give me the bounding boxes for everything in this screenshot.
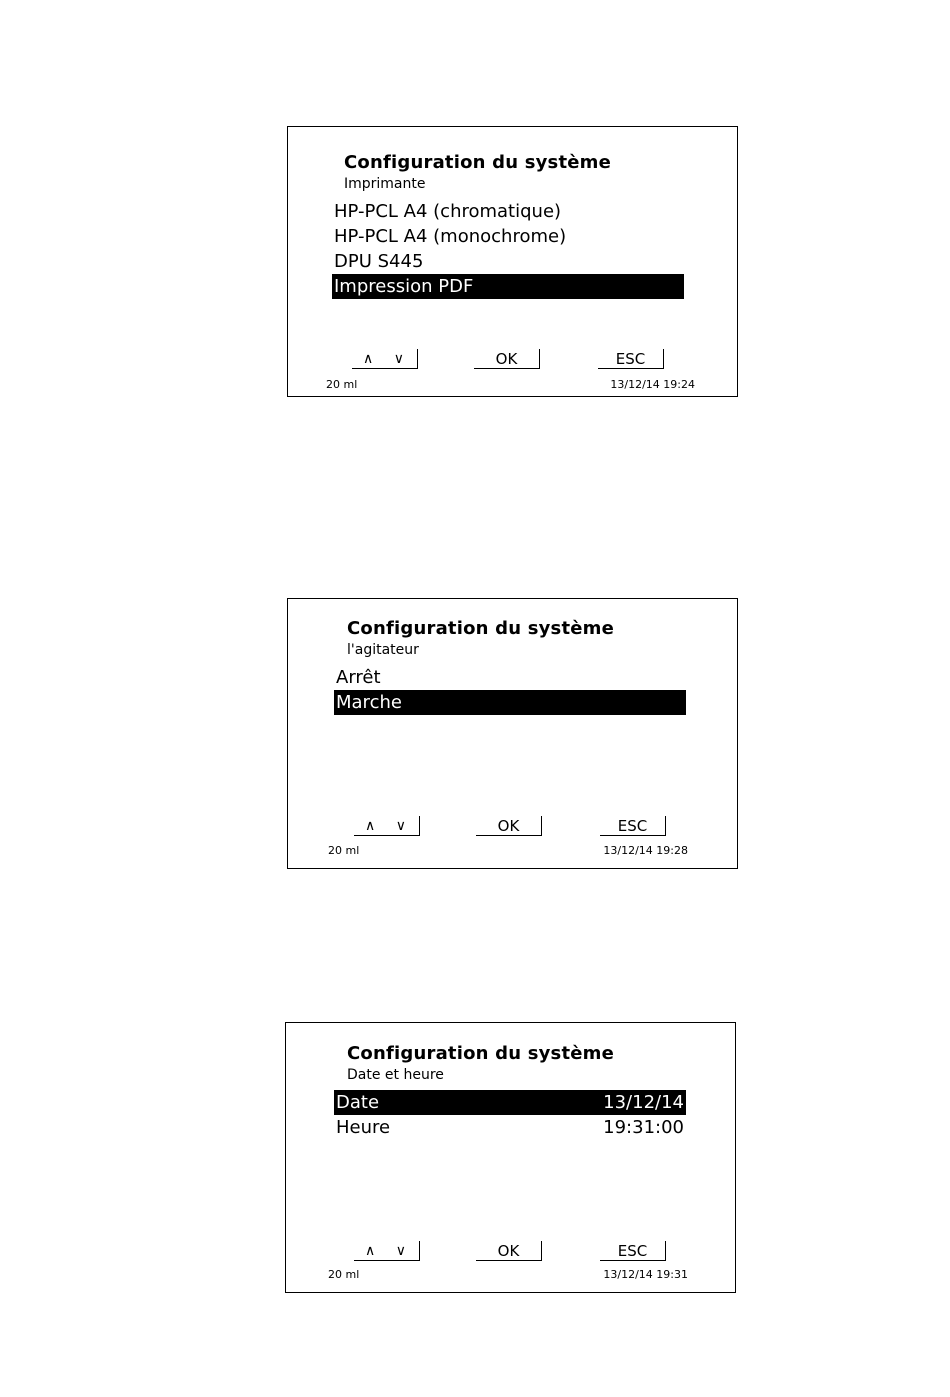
screen-title: Configuration du système: [344, 152, 612, 173]
menu-item[interactable]: DPU S445: [334, 251, 424, 272]
nav-up-down-button[interactable]: ∧ ∨: [352, 349, 418, 369]
volume-status: 20 ml: [328, 844, 360, 857]
volume-status: 20 ml: [328, 1268, 360, 1281]
date-value: 13/12/14: [603, 1092, 684, 1113]
time-value: 19:31:00: [603, 1117, 684, 1138]
screen-stirrer: [287, 598, 738, 869]
ok-button[interactable]: OK: [476, 1241, 542, 1261]
date-label: Date: [336, 1092, 380, 1113]
ok-button[interactable]: OK: [476, 816, 542, 836]
screen-subtitle: l'agitateur: [347, 642, 419, 658]
screen-title: Configuration du système: [347, 618, 615, 639]
screen-printer: [287, 126, 738, 397]
time-label: Heure: [336, 1117, 391, 1138]
datetime-status: 13/12/14 19:24: [610, 378, 695, 391]
menu-item[interactable]: Arrêt: [336, 667, 381, 688]
esc-button[interactable]: ESC: [598, 349, 664, 369]
esc-button[interactable]: ESC: [600, 1241, 666, 1261]
esc-button[interactable]: ESC: [600, 816, 666, 836]
ok-button[interactable]: OK: [474, 349, 540, 369]
nav-up-down-button[interactable]: ∧ ∨: [354, 816, 420, 836]
datetime-menu: [334, 1090, 686, 1140]
stirrer-menu: [334, 665, 686, 715]
datetime-status: 13/12/14 19:31: [603, 1268, 688, 1281]
menu-item[interactable]: HP-PCL A4 (chromatique): [334, 201, 562, 222]
screen-subtitle: Imprimante: [344, 176, 426, 192]
datetime-status: 13/12/14 19:28: [603, 844, 688, 857]
screen-title: Configuration du système: [347, 1043, 615, 1064]
screen-datetime: [285, 1022, 736, 1293]
screen-subtitle: Date et heure: [347, 1067, 444, 1083]
time-row[interactable]: [334, 1115, 686, 1140]
menu-item-selected[interactable]: Impression PDF: [332, 274, 684, 299]
menu-item-selected[interactable]: Marche: [334, 690, 686, 715]
nav-up-down-button[interactable]: ∧ ∨: [354, 1241, 420, 1261]
printer-menu: [332, 199, 684, 299]
volume-status: 20 ml: [326, 378, 358, 391]
date-row-selected[interactable]: [334, 1090, 686, 1115]
menu-item[interactable]: HP-PCL A4 (monochrome): [334, 226, 567, 247]
